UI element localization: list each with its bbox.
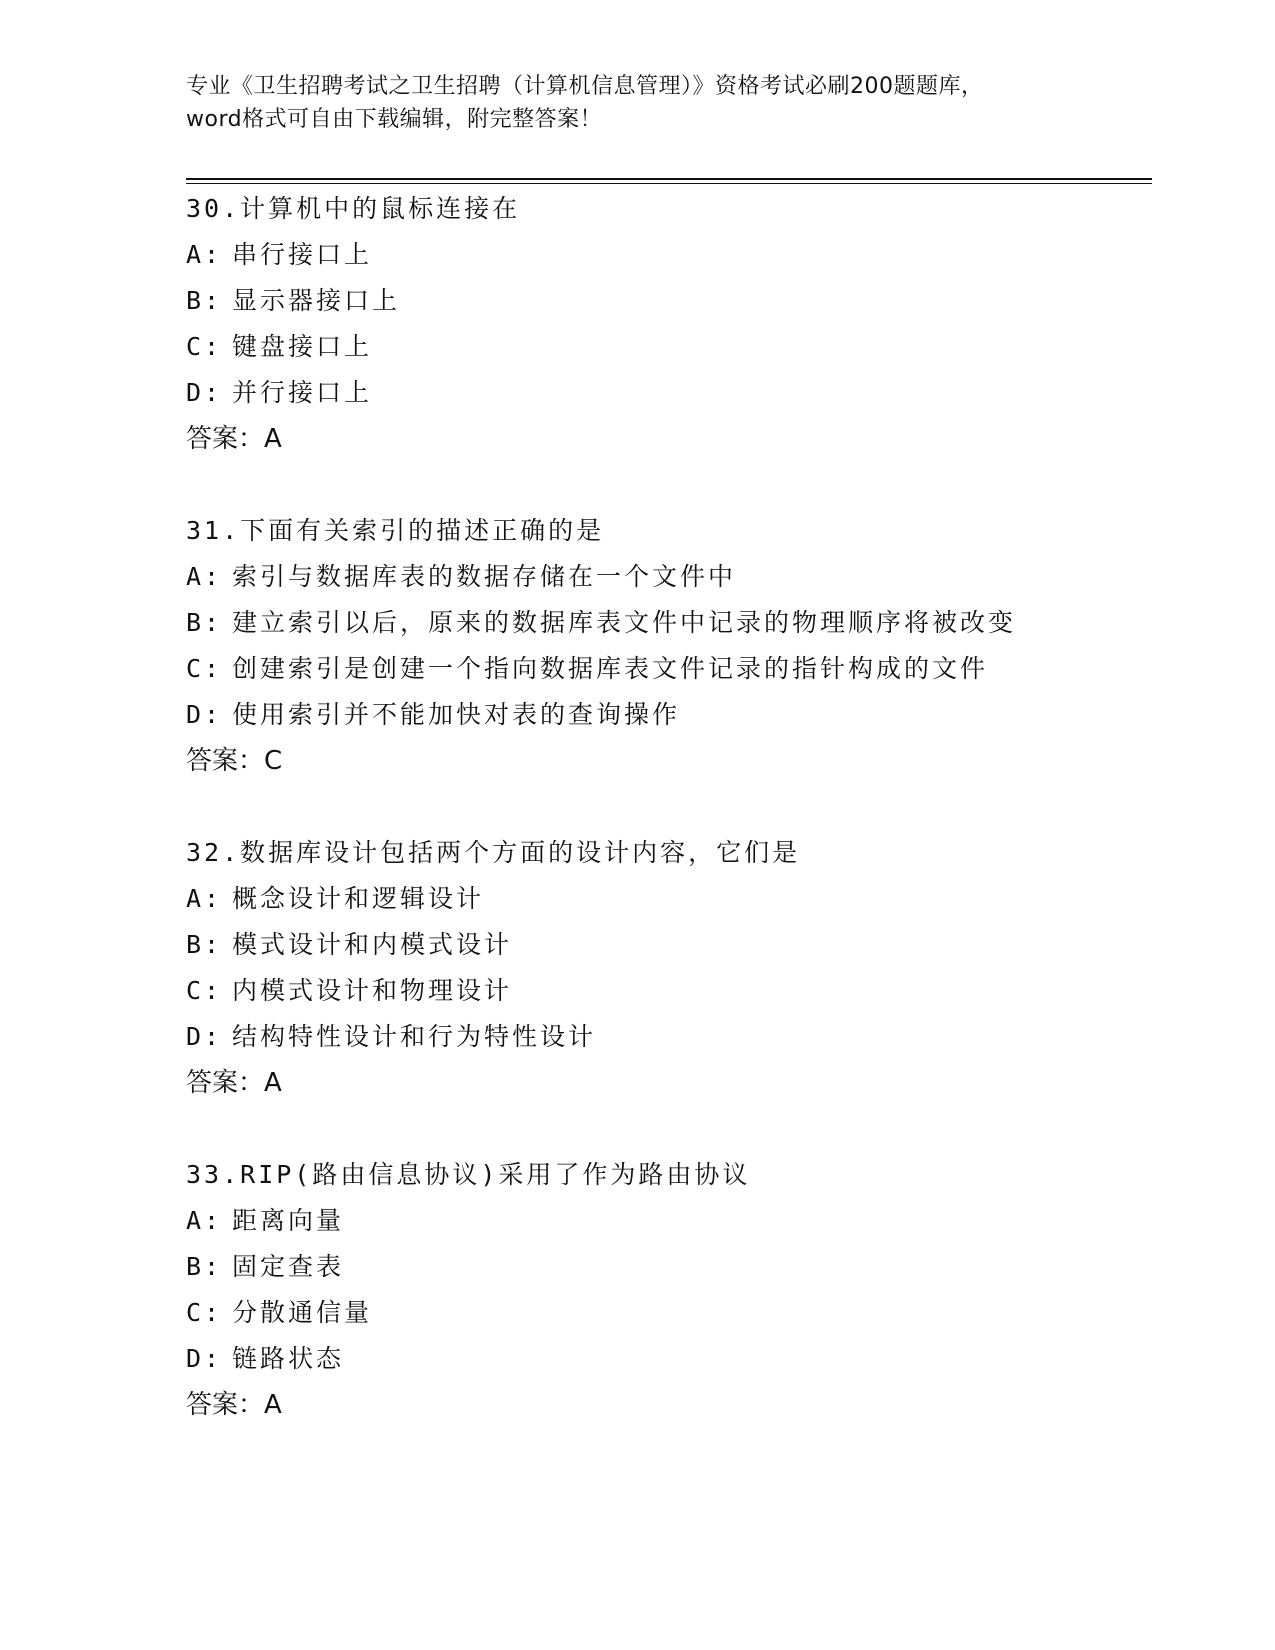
answer-line: 答案：A	[186, 424, 282, 454]
option-letter: B:	[186, 608, 223, 637]
document-header	[186, 70, 1166, 136]
option-letter: D:	[186, 1344, 223, 1373]
header-title-line-1: 专业《卫生招聘考试之卫生招聘（计算机信息管理）》资格考试必刷200题题库，	[186, 74, 984, 99]
question-list	[186, 186, 1166, 1474]
answer-line: 答案：A	[186, 1068, 282, 1098]
option-letter: A:	[186, 884, 223, 913]
option-text: 结构特性设计和行为特性设计	[232, 1022, 597, 1051]
option-d	[186, 1336, 1166, 1382]
option-letter: C:	[186, 976, 223, 1005]
option-text: 内模式设计和物理设计	[232, 976, 513, 1005]
option-d	[186, 692, 1166, 738]
option-text: 键盘接口上	[232, 332, 373, 361]
option-a	[186, 554, 1166, 600]
option-letter: B:	[186, 286, 223, 315]
option-text: 链路状态	[232, 1344, 345, 1373]
option-c	[186, 968, 1166, 1014]
option-a	[186, 876, 1166, 922]
option-letter: D:	[186, 700, 223, 729]
option-text: 使用索引并不能加快对表的查询操作	[232, 700, 681, 729]
question-stem: 33.RIP(路由信息协议)采用了作为路由协议	[186, 1160, 751, 1189]
option-text: 分散通信量	[232, 1298, 373, 1327]
divider-thin-line	[186, 183, 1152, 184]
option-letter: A:	[186, 562, 223, 591]
option-letter: D:	[186, 378, 223, 407]
header-divider	[186, 178, 1152, 184]
divider-thick-line	[186, 178, 1152, 180]
option-b	[186, 922, 1166, 968]
answer-line: 答案：C	[186, 746, 283, 776]
option-letter: D:	[186, 1022, 223, 1051]
option-letter: C:	[186, 332, 223, 361]
option-d	[186, 1014, 1166, 1060]
option-text: 索引与数据库表的数据存储在一个文件中	[232, 562, 737, 591]
question-31	[186, 508, 1166, 784]
option-letter: C:	[186, 654, 223, 683]
option-letter: B:	[186, 930, 223, 959]
option-text: 固定查表	[232, 1252, 345, 1281]
option-letter: C:	[186, 1298, 223, 1327]
option-b	[186, 1244, 1166, 1290]
option-text: 模式设计和内模式设计	[232, 930, 513, 959]
option-b	[186, 600, 1166, 646]
option-letter: A:	[186, 240, 223, 269]
option-d	[186, 370, 1166, 416]
option-a	[186, 1198, 1166, 1244]
option-text: 并行接口上	[232, 378, 373, 407]
option-text: 概念设计和逻辑设计	[232, 884, 485, 913]
answer-line: 答案：A	[186, 1390, 282, 1420]
option-c	[186, 646, 1166, 692]
option-letter: B:	[186, 1252, 223, 1281]
option-text: 显示器接口上	[232, 286, 401, 315]
header-title-line-2: word格式可自由下载编辑，附完整答案！	[186, 107, 603, 132]
option-c	[186, 1290, 1166, 1336]
option-c	[186, 324, 1166, 370]
option-text: 串行接口上	[232, 240, 373, 269]
question-33	[186, 1152, 1166, 1428]
option-a	[186, 232, 1166, 278]
question-32	[186, 830, 1166, 1106]
question-30	[186, 186, 1166, 462]
option-text: 距离向量	[232, 1206, 345, 1235]
question-stem: 32.数据库设计包括两个方面的设计内容，它们是	[186, 838, 801, 867]
option-b	[186, 278, 1166, 324]
question-stem: 31.下面有关索引的描述正确的是	[186, 516, 605, 545]
option-letter: A:	[186, 1206, 223, 1235]
option-text: 创建索引是创建一个指向数据库表文件记录的指针构成的文件	[232, 654, 989, 683]
option-text: 建立索引以后，原来的数据库表文件中记录的物理顺序将被改变	[232, 608, 1017, 637]
question-stem: 30.计算机中的鼠标连接在	[186, 194, 521, 223]
